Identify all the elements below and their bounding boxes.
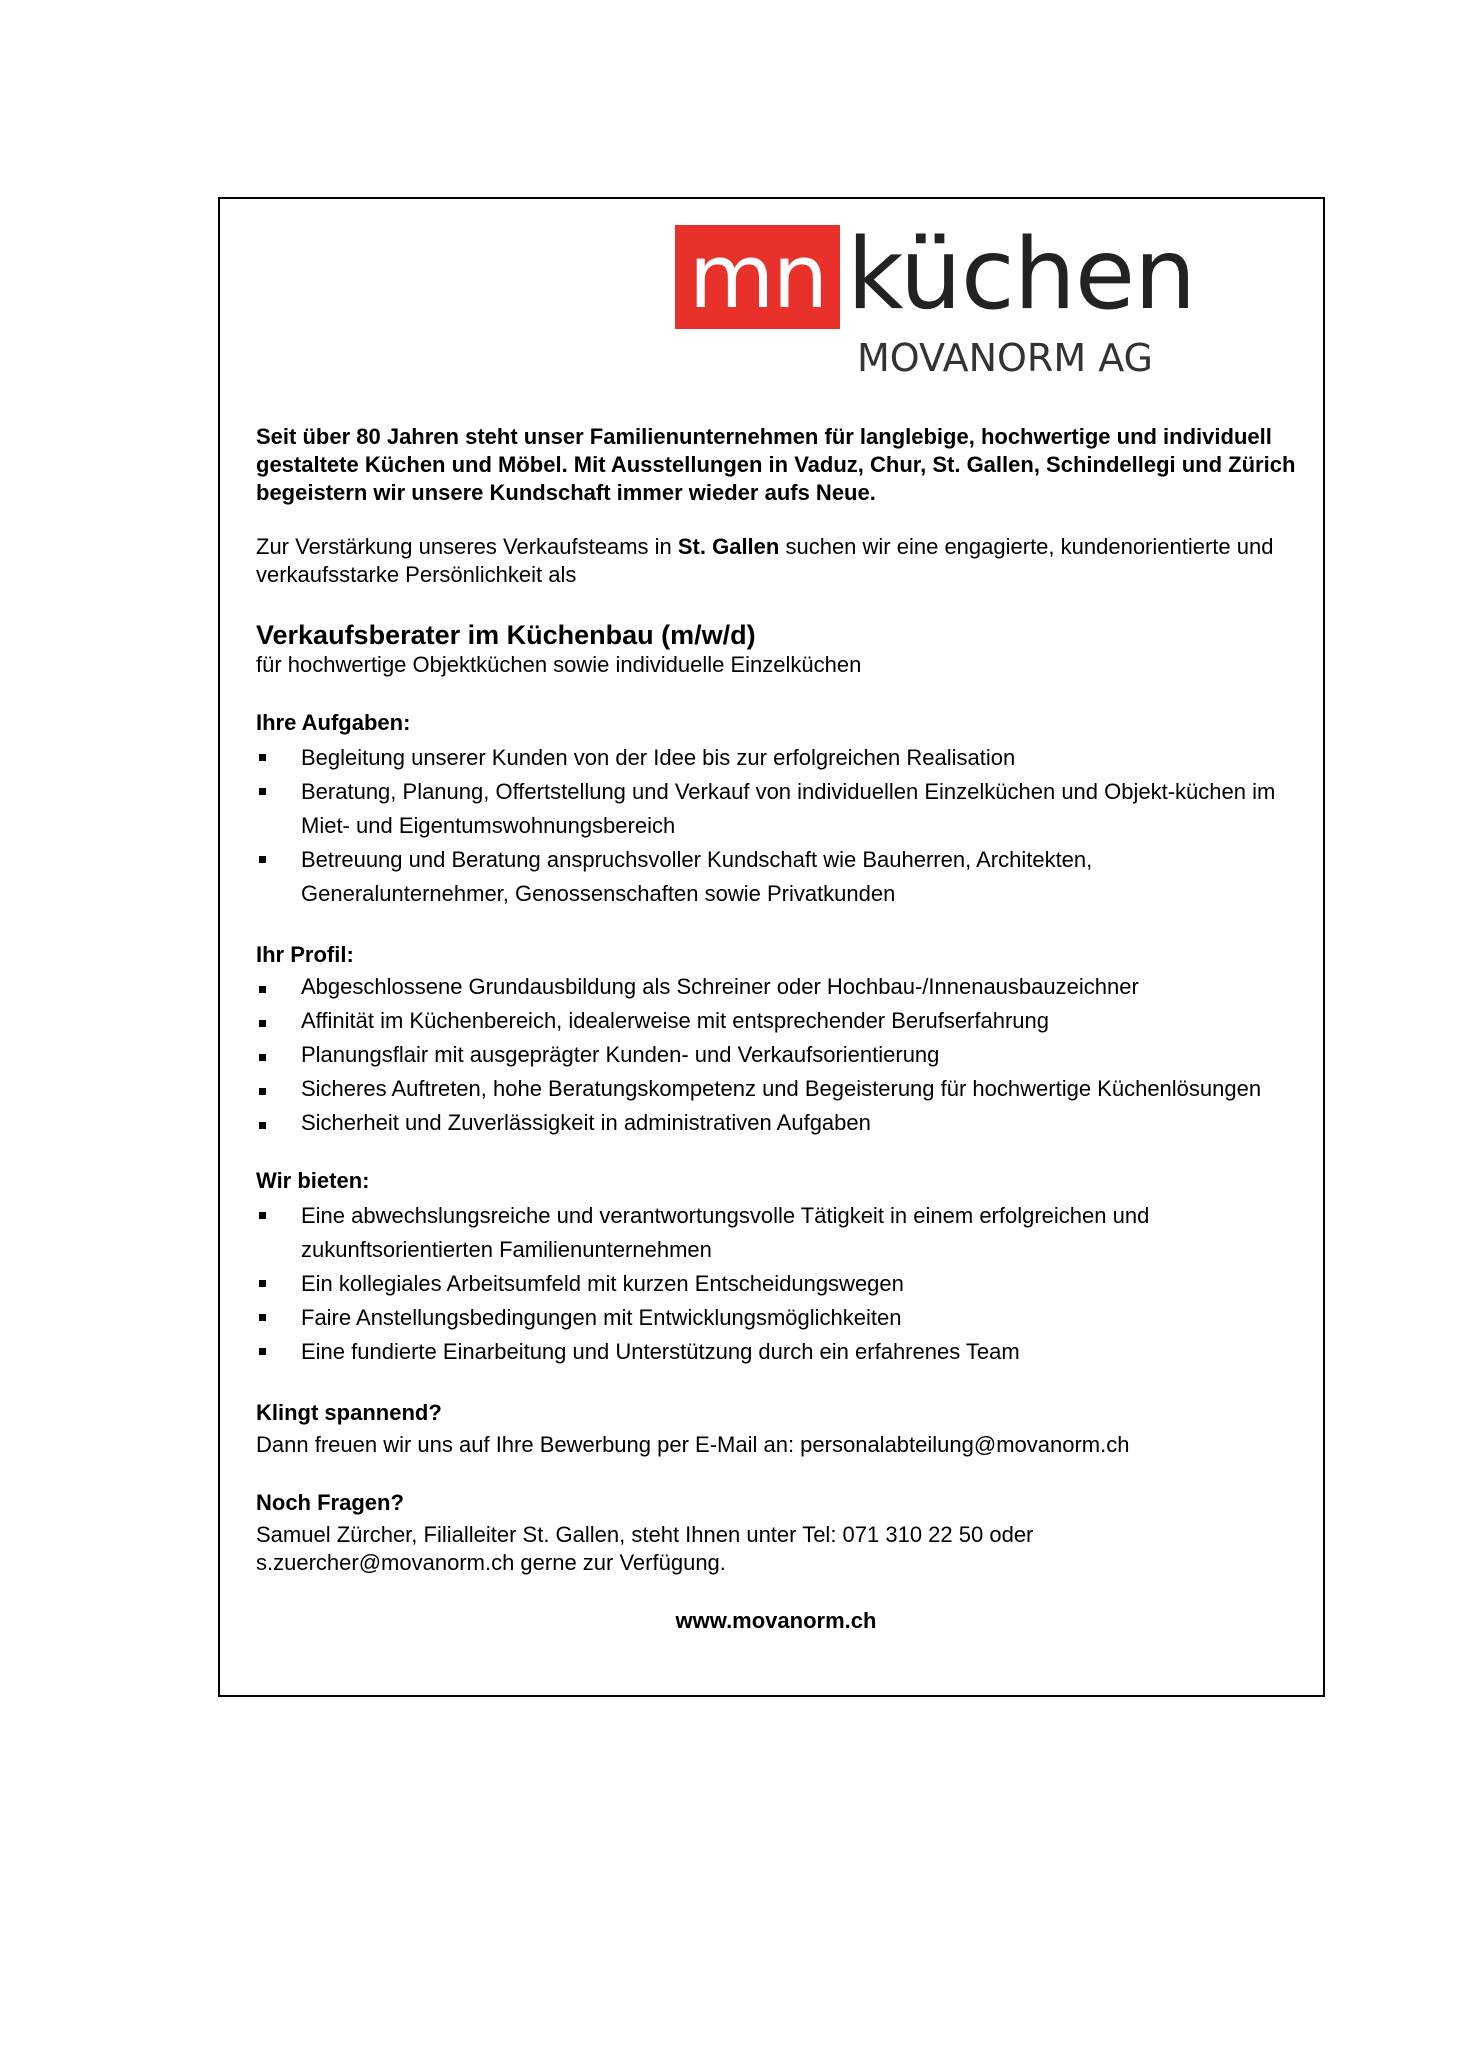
intro-paragraph: Seit über 80 Jahren steht unser Familienunternehmen für langlebige, hochwertige und individuell gestaltete Küchen und Möbel. Mit Ausstellungen in Vaduz, Chur, St. Gallen, Schindellegi und Zürich begeistern wir unsere Kundschaft immer wieder aufs Neue. [256, 424, 1296, 505]
lead-after: suchen wir eine engagierte, kundenorientierte und verkaufsstarke Persönlichkeit als [256, 534, 1274, 587]
list-item: Affinität im Küchenbereich, idealerweise mit entsprechender Berufserfahrung [256, 1007, 1296, 1035]
questions-text: Samuel Zürcher, Filialleiter St. Gallen, steht Ihnen unter Tel: 071 310 22 50 oder s.zuercher@movanorm.ch gerne zur Verfügung. [256, 1522, 1034, 1575]
list-item: Abgeschlossene Grundausbildung als Schreiner oder Hochbau-/Innenausbauzeichner [256, 973, 1296, 1001]
profile-list [256, 973, 1296, 1137]
list-item: Eine fundierte Einarbeitung und Unterstützung durch ein erfahrenes Team [256, 1335, 1296, 1369]
job-title: Verkaufsberater im Küchenbau (m/w/d) [256, 620, 756, 650]
questions-heading: Noch Fragen? [256, 1490, 404, 1515]
lead-before: Zur Verstärkung unseres Verkaufsteams in [256, 534, 678, 559]
list-item: Ein kollegiales Arbeitsumfeld mit kurzen Entscheidungswegen [256, 1267, 1296, 1301]
tasks-list [256, 741, 1296, 911]
job-subtitle: für hochwertige Objektküchen sowie individuelle Einzelküchen [256, 652, 862, 677]
website-link[interactable]: www.movanorm.ch [675, 1608, 877, 1633]
ad-content [256, 423, 1296, 1635]
logo-company-name: MOVANORM AG [857, 336, 1153, 380]
job-ad-frame [218, 197, 1325, 1697]
offer-list [256, 1199, 1296, 1369]
list-item: Planungsflair mit ausgeprägter Kunden- und Verkaufsorientierung [256, 1041, 1296, 1069]
tasks-heading: Ihre Aufgaben: [256, 710, 411, 735]
list-item: Faire Anstellungsbedingungen mit Entwicklungsmöglichkeiten [256, 1301, 1296, 1335]
list-item: Sicheres Auftreten, hohe Beratungskompetenz und Begeisterung für hochwertige Küchenlösungen [256, 1075, 1296, 1103]
list-item: Begleitung unserer Kunden von der Idee bis zur erfolgreichen Realisation [256, 741, 1296, 775]
company-logo [675, 218, 1196, 385]
list-item: Sicherheit und Zuverlässigkeit in administrativen Aufgaben [256, 1109, 1296, 1137]
list-item: Betreuung und Beratung anspruchsvoller Kundschaft wie Bauherren, Architekten, Generalunternehmer, Genossenschaften sowie Privatkunden [256, 843, 1296, 911]
list-item: Beratung, Planung, Offertstellung und Verkauf von individuellen Einzelküchen und Objekt-küchen im Miet- und Eigentumswohnungsbereich [256, 775, 1296, 843]
list-item: Eine abwechslungsreiche und verantwortungsvolle Tätigkeit in einem erfolgreichen und zukunftsorientierten Familienunternehmen [256, 1199, 1296, 1267]
apply-heading: Klingt spannend? [256, 1400, 442, 1425]
logo-mark: mn [688, 225, 827, 328]
logo-wordmark: küchen [847, 218, 1196, 332]
profile-heading: Ihr Profil: [256, 942, 354, 967]
apply-text: Dann freuen wir uns auf Ihre Bewerbung per E-Mail an: personalabteilung@movanorm.ch [256, 1432, 1130, 1457]
lead-paragraph [256, 533, 1296, 589]
lead-location: St. Gallen [677, 534, 780, 559]
offer-heading: Wir bieten: [256, 1168, 370, 1193]
